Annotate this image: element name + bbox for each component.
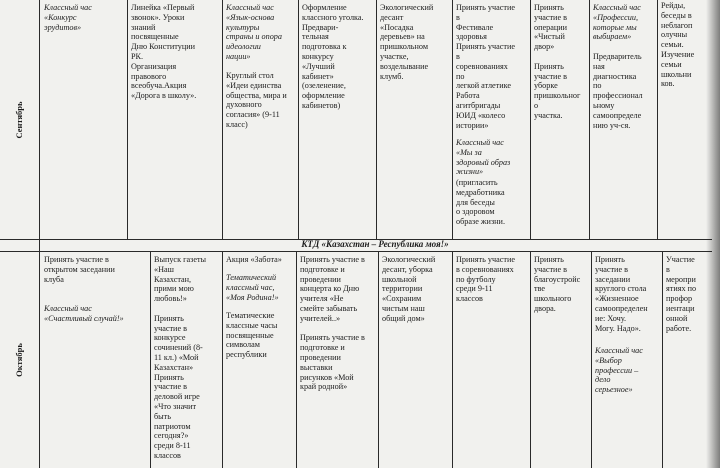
- col-divider: [222, 0, 223, 240]
- col-divider: [530, 0, 531, 240]
- col-divider: [452, 252, 453, 468]
- oct-cell-3b: Тематический классный час, «Моя Родина!»: [226, 273, 279, 302]
- sept-cell-6c: (пригласить медработника для беседы о здоровом образе жизни.: [456, 178, 505, 227]
- oct-cell-1b: Классный час «Счастливый случай!»: [44, 304, 124, 323]
- sept-cell-9: Рейды, беседы в неблагоп олучны семьи. Изучение семьи школьни ков.: [661, 1, 695, 89]
- sept-cell-3b: Круглый стол «Идеи единства общества, мира и духовного согласия» (9-11 класс): [226, 71, 287, 129]
- sept-cell-6b: Классный час «Мы за здоровый образ жизни»: [456, 138, 511, 177]
- oct-cell-6: Принять участие в соревнованиях по футболу среди 9-11 классов: [456, 255, 515, 304]
- sept-cell-8b: Предваритель ная диагностика по профессионал ьному самоопределе нию уч-ся.: [593, 52, 643, 130]
- col-divider: [589, 0, 590, 240]
- sept-cell-6a: Принять участие в Фестивале здоровья Принять участие в соревнованиях по легкой атлетике Работа агитбригады ЮИД «колесо истории»: [456, 3, 515, 130]
- col-divider: [378, 252, 379, 468]
- month-label-september: Сентябрь: [14, 101, 24, 139]
- col-divider: [376, 0, 377, 240]
- col-divider: [222, 252, 223, 468]
- col-divider: [662, 252, 663, 468]
- ktd-banner: КТД «Казахстан – Республика моя!»: [301, 239, 449, 249]
- col-divider: [298, 0, 299, 240]
- row-divider: [0, 251, 712, 252]
- oct-cell-7: Принять участие в благоустройс тве школьного двора.: [534, 255, 581, 313]
- sept-cell-2: Линейка «Первый звонок». Уроки знаний посвященные Дню Конституции РК. Организация правового всеобуча.Акция «Дорога в школу».: [131, 3, 197, 101]
- col-divider: [39, 0, 40, 468]
- oct-cell-9: Участие в меропри ятиях по профор иентаци онной работе.: [666, 255, 697, 333]
- oct-cell-3a: Акция «Забота»: [226, 255, 282, 264]
- month-label-october: Октябрь: [14, 343, 24, 377]
- sept-cell-1: Классный час «Конкурс эрудитов»: [44, 3, 92, 32]
- col-divider: [530, 252, 531, 468]
- oct-cell-5: Экологический десант, уборка школьной территории «Сохраним чистым наш общий дом»: [382, 255, 436, 323]
- col-divider: [657, 0, 658, 240]
- col-divider: [591, 252, 592, 468]
- sept-cell-7: Принять участие в операции «Чистый двор» Принять участие в уборке пришкольног о участка.: [534, 3, 581, 120]
- oct-cell-2: Выпуск газеты «Наш Казахстан, прими мою любовь!» Принять участие в конкурсе сочинений (8- 11 кл.) «Мой Казахстан» Принять участие в деловой игре «Что значит быть патриотом сегодня?» среди 8-11 классов: [154, 255, 207, 460]
- col-divider: [296, 252, 297, 468]
- sept-cell-5: Экологический десант «Посадка деревьев» на пришкольном участке, возделывание клумб.: [380, 3, 434, 81]
- oct-cell-8b: Классный час «Выбор профессии – дело серьезное»: [595, 346, 643, 395]
- oct-cell-8a: Принять участие в заседании круглого стола «Жизненное самоопределен ие: Хочу. Могу. Надо».: [595, 255, 648, 333]
- page-edge-shadow: [706, 0, 720, 468]
- oct-cell-3c: Тематические классные часы посвященные символам республики: [226, 311, 278, 360]
- oct-cell-4: Принять участие в подготовке и проведении концерта ко Дню учителя «Не смейте забывать учителей..» Принять участие в подготовке и проведении выставки рисунков «Мой край родной»: [300, 255, 365, 392]
- col-divider: [150, 252, 151, 468]
- col-divider: [127, 0, 128, 240]
- oct-cell-1a: Принять участие в открытом заседании клуба: [44, 255, 115, 284]
- col-divider: [452, 0, 453, 240]
- sept-cell-3a: Классный час «Язык-основа культуры страны и опора идеологии нации»: [226, 3, 282, 61]
- sept-cell-4: Оформление классного уголка. Предвари- тельная подготовка к конкурсу «Лучший кабинет» (озеленение, оформление кабинетов): [302, 3, 364, 110]
- sept-cell-8a: Классный час «Профессии, которые мы выбираем»: [593, 3, 641, 42]
